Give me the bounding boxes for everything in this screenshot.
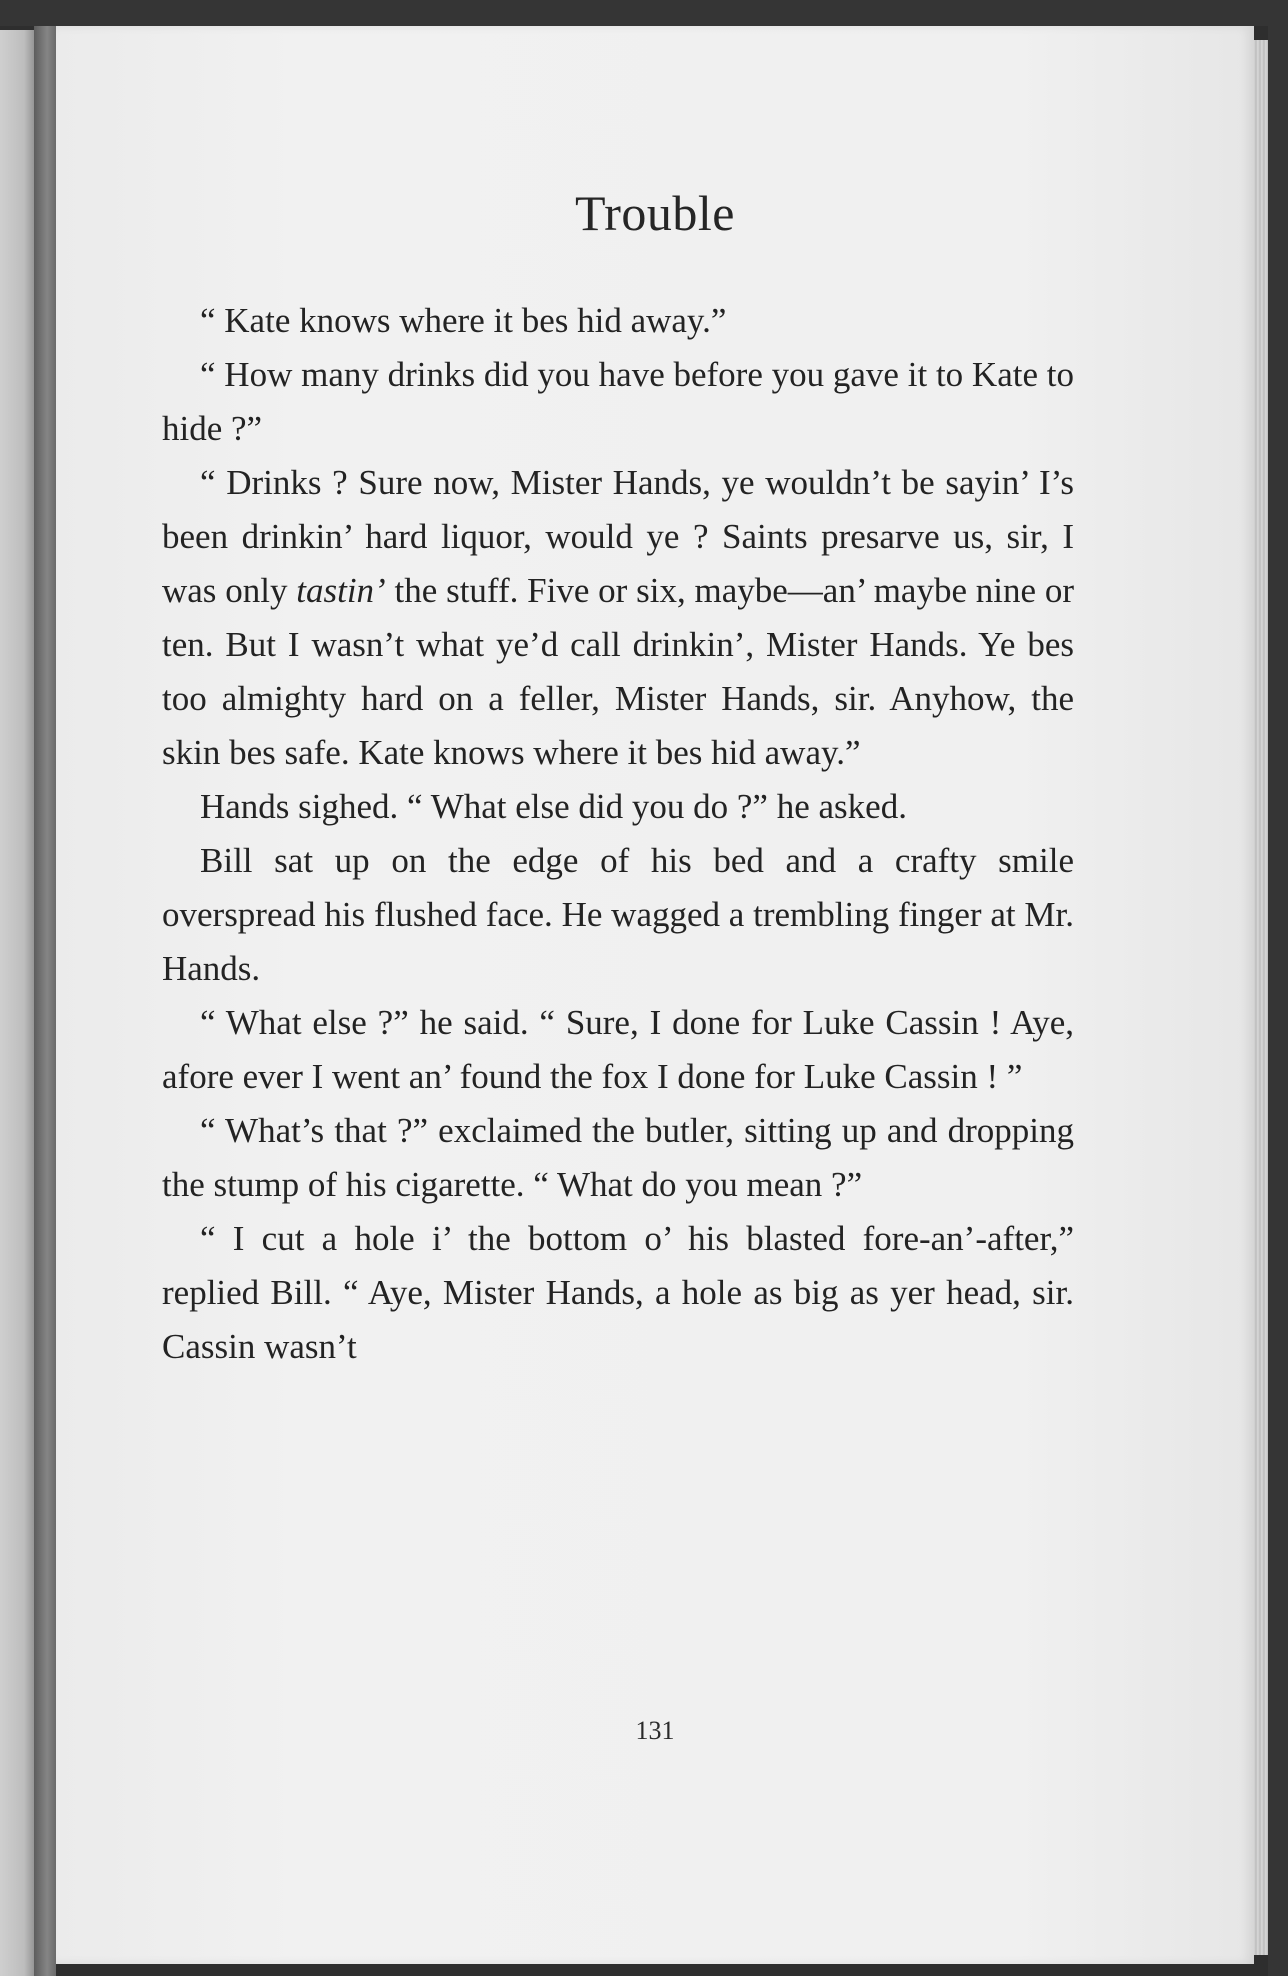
paragraph-2-text: “ How many drinks did you have before you gave it to Kate to hide ?” xyxy=(162,355,1074,448)
paragraph-4 xyxy=(162,780,1074,834)
paragraph-5 xyxy=(162,834,1074,996)
paragraph-7-text: “ What’s that ?” exclaimed the butler, sitting up and dropping the stump of his cigarette. “ What do you mean ?” xyxy=(162,1111,1074,1204)
running-head: Trouble xyxy=(574,185,736,241)
page-block-edge xyxy=(1254,40,1268,1955)
paragraph-8 xyxy=(162,1212,1074,1374)
paragraph-3-text-before: “ Drinks ? Sure now, Mister Hands, ye wouldn’t be sayin’ I’s been drinkin’ hard liquor, would ye ? Saints presarve us, sir, I was only xyxy=(162,463,1074,610)
book-gutter xyxy=(34,26,56,1976)
paragraph-4-text: Hands sighed. “ What else did you do ?” he asked. xyxy=(200,787,907,826)
body-text xyxy=(162,294,1074,1374)
paragraph-6-text: “ What else ?” he said. “ Sure, I done for Luke Cassin ! Aye, afore ever I went an’ found the fox I done for Luke Cassin ! ” xyxy=(162,1003,1074,1096)
paragraph-6 xyxy=(162,996,1074,1104)
paragraph-1-text: “ Kate knows where it bes hid away.” xyxy=(200,301,727,340)
scan-background-right xyxy=(1268,0,1288,1976)
paragraph-5-text: Bill sat up on the edge of his bed and a crafty smile overspread his flushed face. He wagged a trembling finger at Mr. Hands. xyxy=(162,841,1074,988)
page-number: 131 xyxy=(635,1716,675,1745)
paragraph-1 xyxy=(162,294,1074,348)
scan-background-top xyxy=(0,0,1288,26)
paragraph-3-italic-word: tastin’ xyxy=(296,571,386,610)
paragraph-2 xyxy=(162,348,1074,456)
paragraph-7 xyxy=(162,1104,1074,1212)
book-page xyxy=(56,26,1254,1964)
paragraph-3-text-after: the stuff. Five or six, maybe—an’ maybe nine or ten. But I wasn’t what ye’d call drinkin’, Mister Hands. Ye bes too almighty hard on a feller, Mister Hands, sir. Anyhow, the skin bes safe. Kate knows where it bes hid away.” xyxy=(162,571,1075,772)
paragraph-3 xyxy=(162,456,1074,780)
paragraph-8-text: “ I cut a hole i’ the bottom o’ his blasted fore-an’-after,” replied Bill. “ Aye, Mister Hands, a hole as big as yer head, sir. Cassin wasn’t xyxy=(162,1219,1074,1366)
